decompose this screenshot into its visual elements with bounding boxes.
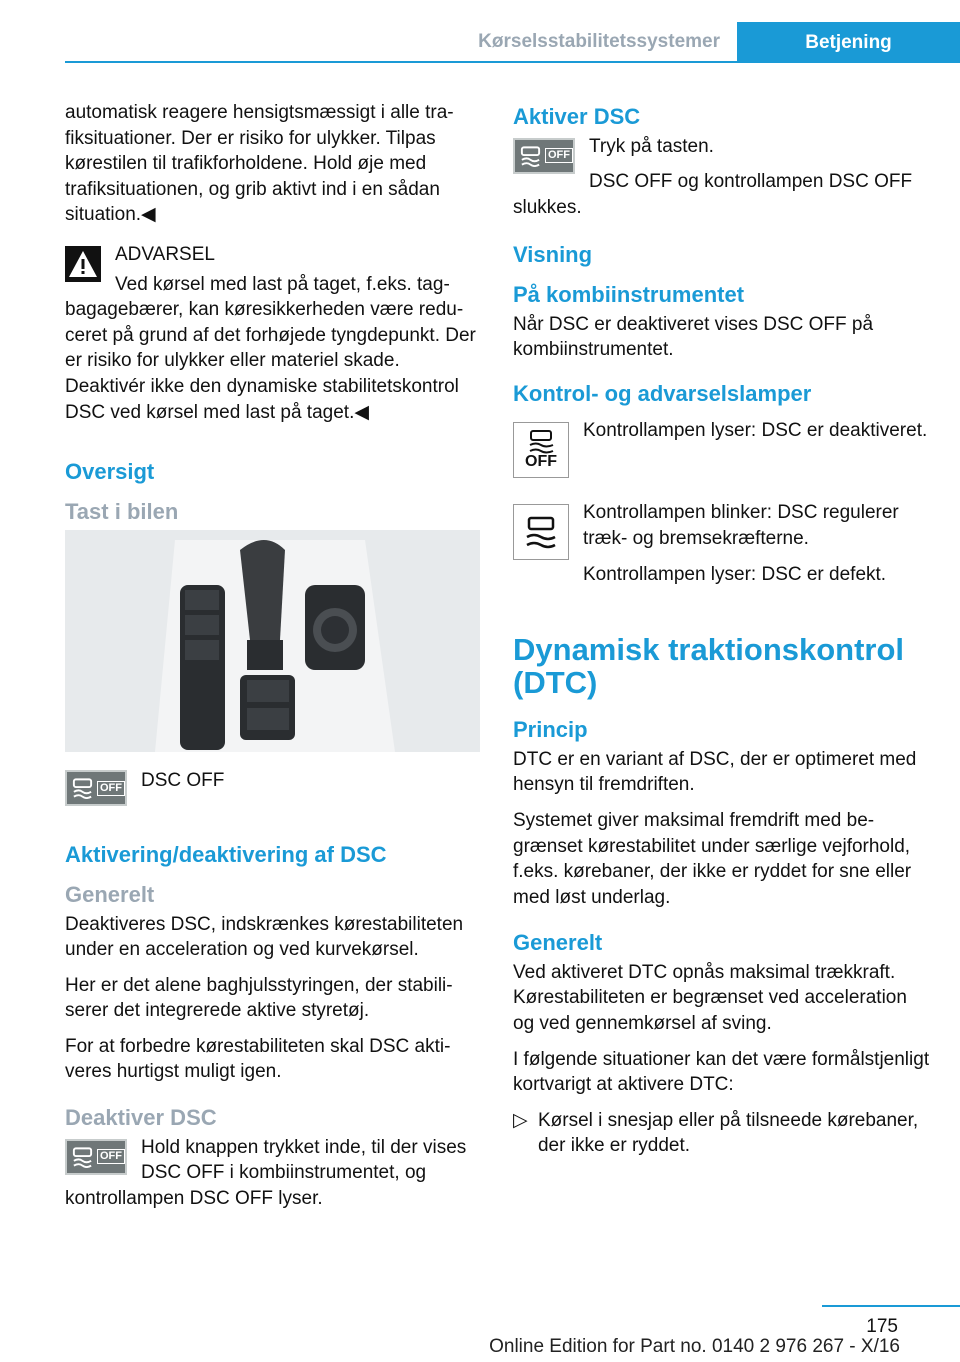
aktiver-p1: Tryk på tasten. (589, 135, 714, 157)
bullet-text: Kørsel i snesjap eller på tilsneede kørebaner, der ikke er ryddet. (537, 1109, 919, 1157)
right-column (513, 100, 933, 1159)
edition-footer: Online Edition for Part no. 0140 2 976 267 - X/16 (489, 1336, 900, 1357)
heading-generelt-2: Generelt (513, 930, 603, 956)
generelt-p2: Her er det alene baghjulsstyringen, der stabiliserer det integrerede aktive styretøj. (65, 974, 453, 1022)
heading-visning: Visning (513, 242, 593, 268)
header-section-title: Kørselsstabilitetssystemer (478, 31, 720, 52)
warning-block (65, 242, 480, 425)
off-text: OFF (525, 453, 557, 471)
heading-kombi: På kombiinstrumentet (513, 281, 745, 307)
princip-p1: DTC er en variant af DSC, der er optimeret med hensyn til fremdriften. (513, 748, 917, 796)
aktiver-p2: DSC OFF og kontrollampen DSC OFF slukkes. (513, 171, 913, 218)
warning-icon (65, 246, 101, 282)
generelt-p1: Deaktiveres DSC, indskrænkes kørestabiliteten under en acceleration og ved kurvekørsel. (65, 913, 464, 961)
lamp2-text: Kontrollampen blinker: DSC regulerer træk- og bremsekræfterne. (583, 502, 899, 549)
car-skid-icon (71, 777, 94, 799)
intro-text: automatisk reagere hensigtsmæssigt i alle trafiksituationer. Der er risiko for ulykker. Tilpas kørestilen til trafikforholdene. Hold øje med trafiksituationen, og grib aktivt ind i en sådan situation.◀ (65, 102, 454, 226)
car-skid-icon (524, 515, 558, 549)
warning-text: Ved kørsel med last på taget, f.eks. tagbagagebærer, kan køresikkerheden være reduceret på grund af det forhøjede tyngdepunkt. Der er risiko for ulykker eller materiel skade. Deaktivér ikke den dynamiske stabilitetskontrol DSC ved kørsel med last på taget.◀ (65, 273, 476, 423)
car-skid-icon (519, 145, 542, 167)
lamp2-row (513, 500, 933, 587)
generelt2-p1: Ved aktiveret DTC opnås maksimal trækkraft. Kørestabiliteten er begrænset ved acceleration og ved gennemkørsel af sving. (513, 961, 907, 1035)
dsc-lamp-icon (513, 504, 569, 560)
bullet-marker: ▷ (513, 1109, 528, 1131)
lamp3-text: Kontrollampen lyser: DSC er defekt. (583, 563, 887, 585)
aktiver-row (513, 134, 933, 221)
heading-princip: Princip (513, 717, 588, 743)
kombi-text: Når DSC er deaktiveret vises DSC OFF på kombiinstrumentet. (513, 313, 874, 361)
deaktiver-text: Hold knappen trykket inde, til der vises DSC OFF i kombiinstrumentet, og kontrollampen DSC OFF lyser. (65, 1136, 467, 1209)
page-number: 175 (866, 1316, 898, 1337)
off-text: OFF (545, 148, 573, 163)
dsc-off-button-icon (65, 1139, 127, 1175)
left-column (65, 100, 480, 1221)
heading-kontrol: Kontrol- og advarselslamper (513, 380, 812, 406)
dsc-off-lamp-icon (513, 422, 569, 478)
car-skid-icon (71, 1146, 94, 1168)
lamp1-text: Kontrollampen lyser: DSC er deaktiveret. (583, 420, 928, 442)
car-skid-icon (526, 430, 556, 454)
princip-p2: Systemet giver maksimal fremdrift med begrænset kørestabilitet under særlige vejforhold, f.eks. kørebaner, der ikke er ryddet for sne eller med løst underlag. (513, 809, 912, 908)
dsc-off-button-icon (513, 138, 575, 174)
off-text: OFF (97, 781, 125, 796)
off-text: OFF (97, 1149, 125, 1164)
dsc-off-button-row (65, 766, 480, 794)
deaktiver-row (65, 1135, 480, 1212)
dsc-off-label: DSC OFF (141, 770, 225, 792)
header-tab[interactable]: Betjening (737, 22, 960, 63)
heading-dtc: Dynamisk traktionskontrol (DTC) (513, 632, 905, 701)
footer-rule (822, 1305, 960, 1307)
heading-generelt: Generelt (65, 881, 155, 907)
center-console-photo (65, 530, 480, 752)
list-item (513, 1108, 933, 1159)
heading-tast-i-bilen: Tast i bilen (65, 498, 179, 524)
generelt2-p2: I følgende situationer kan det være formålstjenligt kortvarigt at aktivere DTC: (513, 1048, 930, 1096)
heading-aktiver-dsc: Aktiver DSC (513, 104, 641, 129)
generelt-p3: For at forbedre kørestabiliteten skal DSC aktiveres hurtigst muligt igen. (65, 1035, 451, 1083)
lamp1-row (513, 418, 933, 471)
warning-title: ADVARSEL (115, 243, 215, 265)
heading-deaktiver-dsc: Deaktiver DSC (65, 1105, 217, 1131)
dsc-off-button-icon (65, 770, 127, 806)
heading-aktivering: Aktivering/deaktivering af DSC (65, 842, 387, 868)
heading-oversigt: Oversigt (65, 459, 155, 485)
